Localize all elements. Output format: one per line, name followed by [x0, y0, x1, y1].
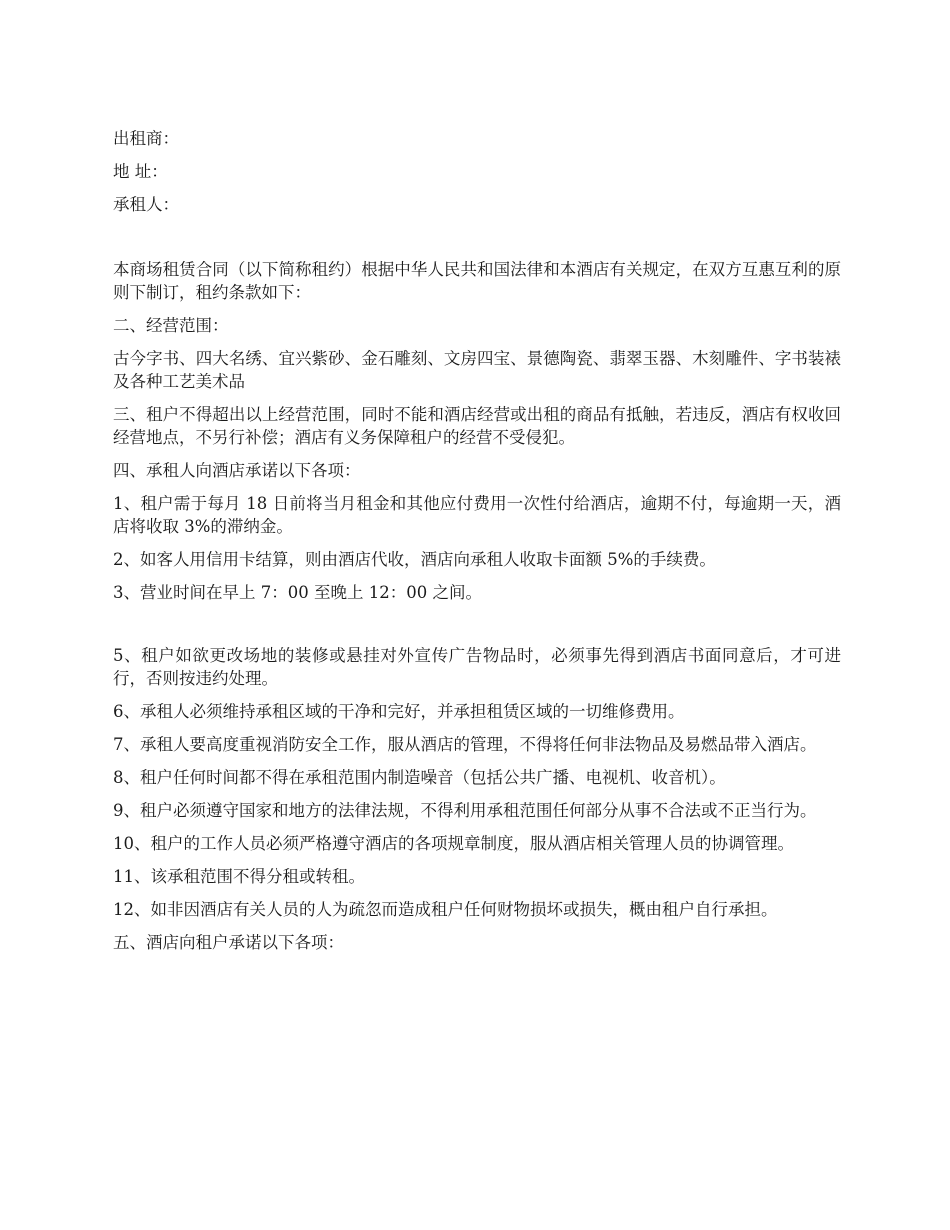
- clause-8: 8、租户任何时间都不得在承租范围内制造噪音（包括公共广播、电视机、收音机）。: [113, 768, 726, 787]
- section-2-body: 古今字书、四大名绣、宜兴紫砂、金石雕刻、文房四宝、景德陶瓷、翡翠玉器、木刻雕件、字书装裱及各种工艺美术品: [113, 349, 841, 391]
- clause-2: 2、如客人用信用卡结算，则由酒店代收，酒店向承租人收取卡面额 5%的手续费。: [113, 550, 716, 569]
- section-4-title: 四、承租人向酒店承诺以下各项：: [113, 461, 361, 480]
- clause-10: 10、租户的工作人员必须严格遵守酒店的各项规章制度，服从酒店相关管理人员的协调管理。: [113, 834, 794, 853]
- intro-paragraph: 本商场租赁合同（以下简称租约）根据中华人民共和国法律和本酒店有关规定，在双方互惠互利的原则下制订，租约条款如下：: [113, 260, 841, 302]
- clause-1: 1、租户需于每月 18 日前将当月租金和其他应付费用一次性付给酒店，逾期不付，每逾期一天，酒店将收取 3%的滞纳金。: [113, 494, 841, 536]
- clause-3: 3、营业时间在早上 7：00 至晚上 12：00 之间。: [113, 583, 482, 602]
- address-label: 地 址：: [113, 162, 168, 181]
- lessee-label: 承租人：: [113, 195, 179, 214]
- clause-11: 11、该承租范围不得分租或转租。: [113, 867, 365, 886]
- section-2-title: 二、经营范围：: [113, 316, 229, 335]
- clause-9: 9、租户必须遵守国家和地方的法律法规，不得利用承租范围任何部分从事不合法或不正当行为。: [113, 801, 817, 820]
- section-5-title: 五、酒店向租户承诺以下各项：: [113, 933, 344, 952]
- clause-6: 6、承租人必须维持承租区域的干净和完好，并承担租赁区域的一切维修费用。: [113, 702, 685, 721]
- clause-5: 5、租户如欲更改场地的装修或悬挂对外宣传广告物品时，必须事先得到酒店书面同意后，才可进行，否则按违约处理。: [113, 646, 841, 688]
- clause-7: 7、承租人要高度重视消防安全工作，服从酒店的管理，不得将任何非法物品及易燃品带入酒店。: [113, 735, 817, 754]
- lessor-label: 出租商：: [113, 129, 179, 148]
- spacer: [113, 226, 841, 258]
- section-3-paragraph: 三、租户不得超出以上经营范围，同时不能和酒店经营或出租的商品有抵触，若违反，酒店有权收回经营地点，不另行补偿；酒店有义务保障租户的经营不受侵犯。: [113, 405, 841, 447]
- spacer: [113, 614, 841, 644]
- document-body: [113, 127, 841, 964]
- clause-12: 12、如非因酒店有关人员的人为疏忽而造成租户任何财物损坏或损失，概由租户自行承担。: [113, 900, 778, 919]
